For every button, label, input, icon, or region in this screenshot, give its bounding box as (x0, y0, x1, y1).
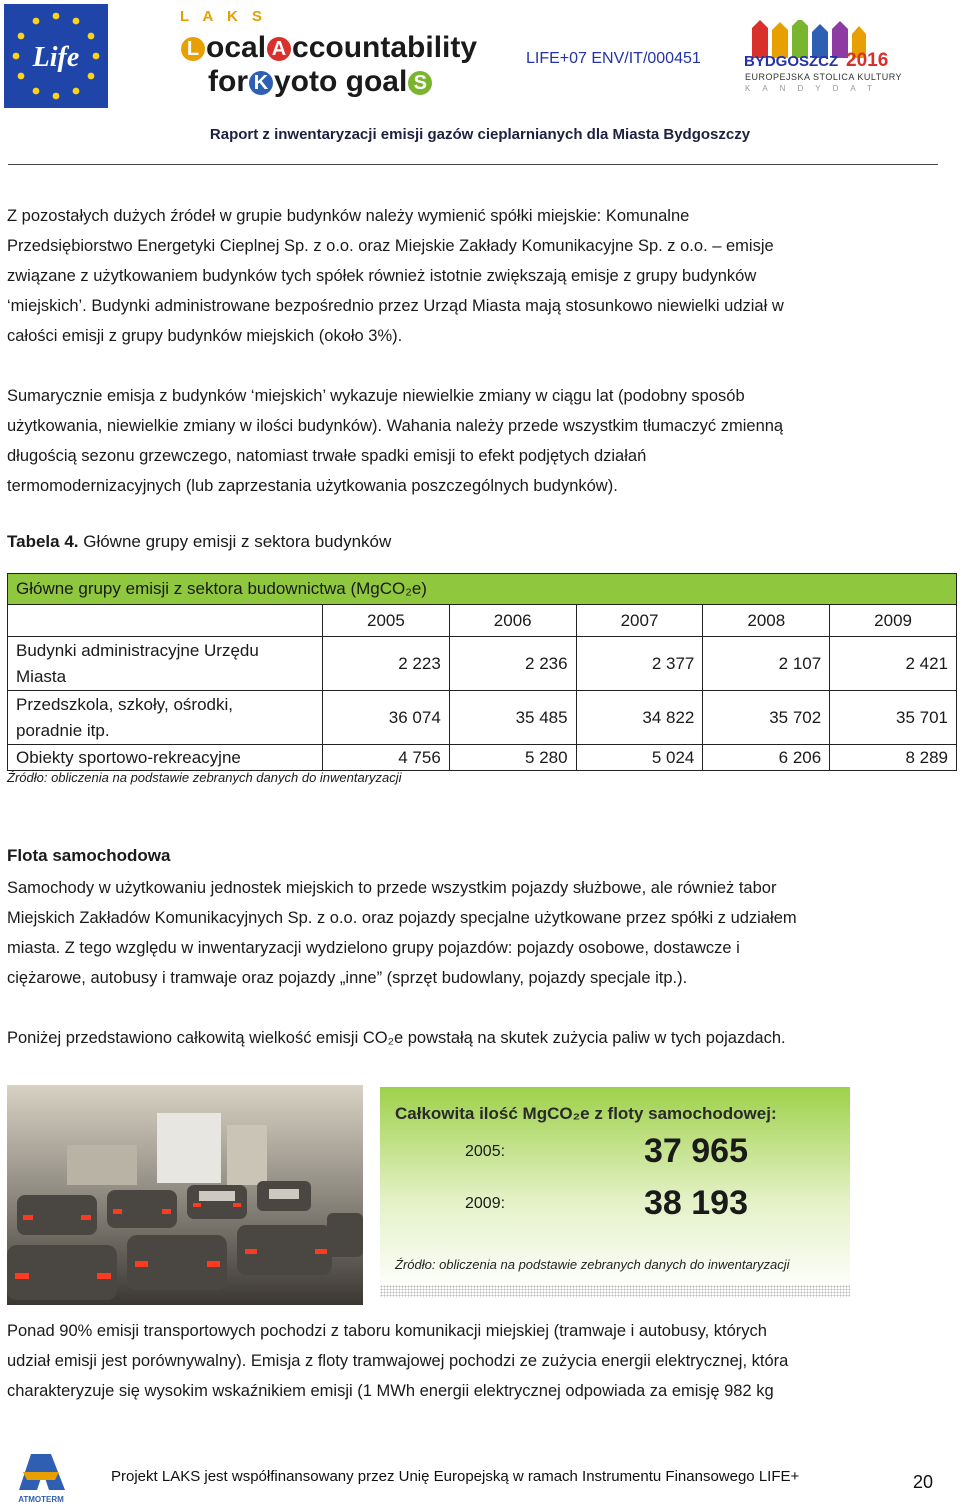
culture-candidate: KANDYDAT (745, 84, 884, 93)
table-cell: 5 024 (576, 745, 703, 771)
fleet-box-source: Źródło: obliczenia na podstawie zebranych danych do inwentaryzacji (395, 1257, 790, 1272)
table-cell: 6 206 (703, 745, 830, 771)
table-caption-label: Tabela 4. (7, 532, 79, 551)
p2-line-4: termomodernizacyjnych (lub zaprzestania użytkowania poszczególnych budynków). (7, 477, 618, 495)
paragraph-1 (7, 201, 936, 351)
footer-text: Projekt LAKS jest współfinansowany przez Unię Europejską w ramach Instrumentu Finansowego LIFE+ (111, 1468, 800, 1485)
value-2005: 37 965 (644, 1132, 748, 1170)
p1-line-3: związane z użytkowaniem budynków tych spółek również istotnie zwiększają emisje z grupy budynków (7, 267, 757, 285)
p5-line-1: Ponad 90% emisji transportowych pochodzi z taboru komunikacji miejskiej (tramwaje i autobusy, których (7, 1322, 767, 1340)
table-cell: 2 377 (576, 637, 703, 691)
fleet-box-title: Całkowita ilość MgCO₂e z floty samochodowej: (395, 1104, 777, 1123)
table-row (8, 691, 957, 745)
paragraph-3 (7, 873, 936, 993)
table-title-row (8, 574, 957, 605)
laks-logo-line-1: L ocal A ccountability (180, 32, 477, 64)
svg-text:Life: Life (32, 42, 80, 73)
culture-year: 2016 (846, 50, 889, 71)
table-row (8, 745, 957, 771)
laks-logo-line-2: for K yoto goal S (208, 66, 433, 98)
p4-line-1: Poniżej przedstawiono całkowitą wielkość emisji CO₂e powstałą na skutek zużycia paliw w tych pojazdach. (7, 1029, 786, 1047)
bydgoszcz-wordmark: BYDGOSZCZ (744, 53, 839, 70)
p1-line-5: całości emisji z grupy budynków miejskich (około 3%). (7, 327, 403, 345)
p1-line-2: Przedsiębiorstwo Energetyki Cieplnej Sp. z o.o. oraz Miejskie Zakłady Komunikacyjne Sp. z o.o. – emisje (7, 237, 774, 255)
table-cell: 2 421 (830, 637, 957, 691)
table-cell: 35 701 (830, 691, 957, 745)
label-2005: 2005: (465, 1143, 506, 1160)
year-header: 2007 (576, 605, 703, 637)
p2-line-3: długością sezonu grzewczego, natomiast trwałe spadki emisji to efekt podjętych działań (7, 447, 647, 465)
header-divider (8, 164, 938, 165)
p5-line-3: charakteryzuje się wysokim wskaźnikiem emisji (1 MWh energii elektrycznej odpowiada za emisję 982 kg (7, 1382, 774, 1400)
page-number: 20 (913, 1472, 934, 1492)
table-cell: 36 074 (323, 691, 450, 745)
p3-line-4: ciężarowe, autobusy i tramwaje oraz pojazdy „inne” (sprzęt budowlany, pojazdy specjale itp.). (7, 969, 688, 987)
table-title: Główne grupy emisji z sektora budownictwa (MgCO₂e) (8, 574, 957, 605)
table-source: Źródło: obliczenia na podstawie zebranych danych do inwentaryzacji (7, 770, 402, 785)
table-caption-text: Główne grupy emisji z sektora budynków (78, 532, 392, 551)
year-header: 2006 (449, 605, 576, 637)
table-cell: 35 485 (449, 691, 576, 745)
p3-line-3: miasta. Z tego względu w inwentaryzacji wydzielono grupy pojazdów: pojazdy osobowe, dostawcze i (7, 939, 740, 957)
paragraph-4 (7, 1023, 936, 1053)
table-cell: 35 702 (703, 691, 830, 745)
p1-line-1: Z pozostałych dużych źródeł w grupie budynków należy wymienić spółki miejskie: Komunalne (7, 207, 690, 225)
row-label: Budynki administracyjne Urzędu Miasta (8, 637, 323, 691)
emissions-table (7, 573, 957, 771)
year-header: 2008 (703, 605, 830, 637)
p2-line-2: użytkowania, niewielkie zmiany w ilości budynków). Wahania należy przede wszystkim tłumaczyć zmienną (7, 417, 784, 435)
atmoterm-logo (9, 1450, 73, 1506)
dotted-border (380, 1285, 850, 1297)
p1-line-4: ‘miejskich’. Budynki administrowane bezpośrednio przez Urząd Miasta mają stosunkowo niewielki udział w (7, 297, 784, 315)
culture-subtitle: EUROPEJSKA STOLICA KULTURY (745, 72, 903, 82)
laks-acronym: L A K S (180, 8, 267, 25)
report-title: Raport z inwentaryzacji emisji gazów cieplarnianych dla Miasta Bydgoszczy (209, 126, 751, 143)
paragraph-5 (7, 1316, 936, 1406)
p3-line-2: Miejskich Zakładów Komunikacyjnych Sp. z o.o. oraz pojazdy specjalne użytkowane przez spółki z udziałem (7, 909, 797, 927)
table-cell: 2 223 (323, 637, 450, 691)
traffic-photo (7, 1085, 363, 1305)
label-2009: 2009: (465, 1195, 506, 1212)
p3-line-1: Samochody w użytkowaniu jednostek miejskich to przede wszystkim pojazdy służbowe, ale również tabor (7, 879, 777, 897)
table-cell: 4 756 (323, 745, 450, 771)
table-cell: 2 236 (449, 637, 576, 691)
row-label: Obiekty sportowo-rekreacyjne (8, 745, 323, 771)
table-cell: 5 280 (449, 745, 576, 771)
row-label: Przedszkola, szkoły, ośrodki, poradnie itp. (8, 691, 323, 745)
svg-text:ATMOTERM: ATMOTERM (18, 1495, 64, 1504)
table-cell: 2 107 (703, 637, 830, 691)
table-cell: 8 289 (830, 745, 957, 771)
table-header-empty (8, 605, 323, 637)
project-code: LIFE+07 ENV/IT/000451 (526, 50, 701, 67)
table-header-row (8, 605, 957, 637)
table-cell: 34 822 (576, 691, 703, 745)
paragraph-2 (7, 381, 936, 501)
life-eu-logo (4, 4, 108, 108)
table-caption (7, 532, 391, 552)
year-header: 2005 (323, 605, 450, 637)
table-row (8, 637, 957, 691)
p2-line-1: Sumarycznie emisja z budynków ‘miejskich’ wykazuje niewielkie zmiany w ciągu lat (podobny sposób (7, 387, 745, 405)
p5-line-2: udział emisji jest porównywalny). Emisja z floty tramwajowej pochodzi ze zużycia energii elektrycznej, która (7, 1352, 789, 1370)
year-header: 2009 (830, 605, 957, 637)
value-2009: 38 193 (644, 1184, 748, 1222)
section-heading-flota: Flota samochodowa (7, 846, 171, 865)
